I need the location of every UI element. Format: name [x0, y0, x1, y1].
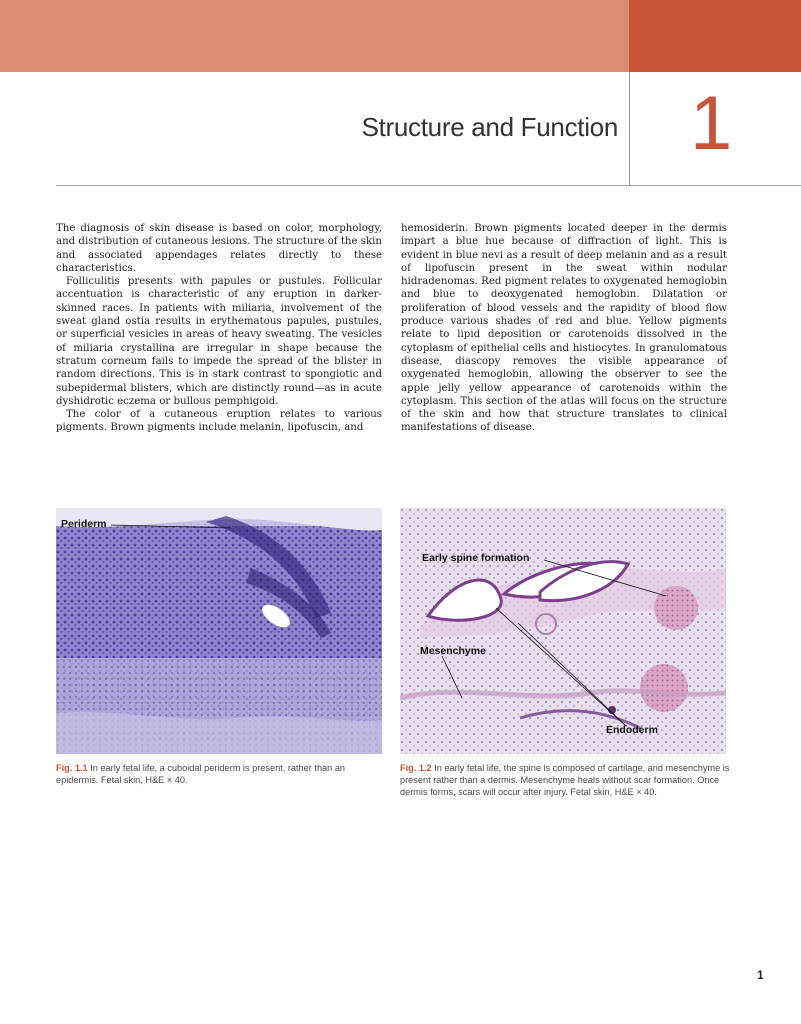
figure-1-2-micrograph [400, 508, 726, 754]
figure-label: Mesenchyme [420, 645, 486, 657]
header-divider-vertical [629, 72, 630, 186]
body-column-left [56, 222, 382, 435]
paragraph: hemosiderin. Brown pigments located deeper in the dermis impart a blue hue because of diffraction of light. This is evident in blue nevi as a result of deep melanin and as a result of lipofuscin present in the sweat within nodular hidradenomas. Red pigment relates to oxygenated hemoglobin and blue to deoxygenated hemoglobin. Dilatation or proliferation of blood vessels and the rapidity of blood flow produce various shades of red and blue. Yellow pigments relate to lipid deposition or carotenoids dissolved in the cytoplasm of epithelial cells and histiocytes. In granulomatous disease, diascopy removes the visible appearance of oxygenated hemoglobin, allowing the observer to see the apple jelly yellow appearance of carotenoids within the cytoplasm. This section of the atlas will focus on the structure of the skin and how that structure translates to clinical manifestations of disease. [401, 223, 727, 434]
paragraph: Folliculitis presents with papules or pustules. Follicular accentuation is characteristic of any eruption in darker-skinned races. In patients with miliaria, involvement of the sweat gland ostia results in erythematous papules, pustules, or superficial vesicles in areas of heavy sweating. The vesicles of miliaria crystallina are irregular in shape because the stratum corneum fails to impede the spread of the blister in random directions. This is in stark contrast to spongiotic and subepidermal blisters, which are distinctly round—as in acute dyshidrotic eczema or bullous pemphigoid. [56, 276, 382, 407]
page-number: 1 [757, 968, 764, 982]
figure-1-1-micrograph [56, 508, 382, 754]
paragraph: The color of a cutaneous eruption relates to various pigments. Brown pigments include melanin, lipofuscin, and [56, 409, 382, 434]
figure-reference: Fig. 1.1 [56, 763, 88, 773]
header-accent-band [629, 0, 801, 72]
figure-caption [56, 762, 382, 786]
figure-label: Periderm [61, 518, 107, 530]
caption-text: In early fetal life, a cuboidal periderm is present, rather than an epidermis. Fetal skin, H&E × 40. [56, 763, 346, 786]
body-column-right [401, 222, 727, 435]
fig1-image [56, 508, 382, 754]
header-divider-horizontal [56, 185, 801, 186]
paragraph: The diagnosis of skin disease is based on color, morphology, and distribution of cutaneous lesions. The structure of the skin and associated appendages relates directly to these characteristics. [56, 223, 382, 274]
figure-reference: Fig. 1.2 [400, 763, 432, 773]
chapter-number: 1 [690, 81, 733, 166]
figure-caption [400, 762, 730, 799]
caption-text: In early fetal life, the spine is composed of cartilage, and mesenchyme is present rather than a dermis. Mesenchyme heals without scar formation. Once dermis forms, scars will occur after injury. Fetal skin, H&E × 40. [400, 763, 730, 798]
chapter-title: Structure and Function [361, 112, 618, 142]
figure-label: Early spine formation [422, 552, 530, 564]
fig2-image [400, 508, 726, 754]
header-band [0, 0, 629, 72]
figure-label: Endoderm [606, 724, 658, 736]
